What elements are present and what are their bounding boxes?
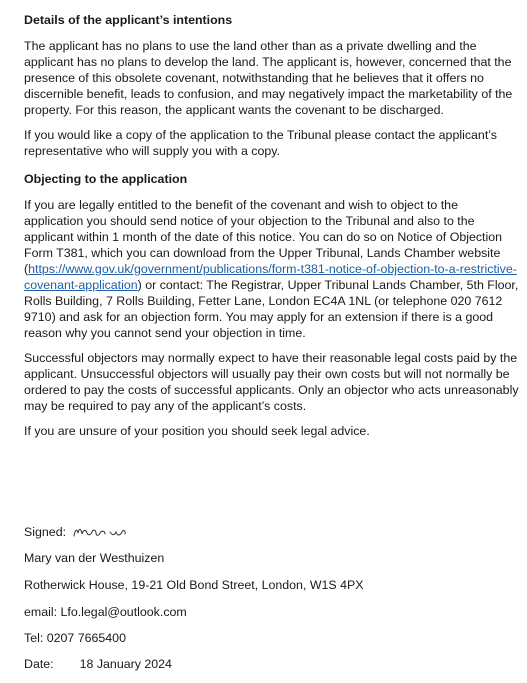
handwritten-signature bbox=[72, 524, 134, 540]
document-body bbox=[24, 12, 520, 439]
objection-text-start: If you are legally entitled to the benefit of the covenant and wish to object to the application you should send notice of your objection to the Tribunal and also to the applicant within 1 month of the date of this notice. You can do so on Notice of Objection Form T381, which you can download from the Upper Tribunal, Lands Chamber website ( bbox=[24, 198, 503, 276]
signed-line bbox=[24, 524, 134, 540]
signatory-address: Rotherwick House, 19-21 Old Bond Street, London, W1S 4PX bbox=[24, 578, 364, 592]
signed-label: Signed: bbox=[24, 525, 67, 539]
copy-request-paragraph: If you would like a copy of the application to the Tribunal please contact the applicant’s representative who will supply you with a copy. bbox=[24, 128, 497, 158]
signatory-name: Mary van der Westhuizen bbox=[24, 551, 165, 565]
objection-text-end: ) or contact: The Registrar, Upper Tribunal Lands Chamber, 5th Floor, Rolls Building, 7 Rolls Building, Fetter Lane, London EC4A 1NL (or telephone 020 7612 9710) and ask for an objection form. You may apply for an extension if there is a good reason why you cannot send your objection in time. bbox=[24, 278, 519, 340]
objecting-heading: Objecting to the application bbox=[24, 172, 188, 186]
date-line bbox=[24, 656, 172, 672]
applicant-intentions-heading: Details of the applicant’s intentions bbox=[24, 13, 233, 27]
costs-paragraph: Successful objectors may normally expect to have their reasonable legal costs paid by the applicant. Unsuccessful objectors will usually pay their own costs but will not normally be ordered to pay the costs of successful applicants. Only an objector who acts unreasonably may be required to pay any of the applicant’s costs. bbox=[24, 351, 519, 413]
form-t381-link[interactable]: https://www.gov.uk/government/publications/form-t381-notice-of-objection-to-a-restrictive-covenant-application bbox=[24, 262, 517, 292]
signatory-telephone: Tel: 0207 7665400 bbox=[24, 631, 126, 645]
legal-advice-paragraph: If you are unsure of your position you should seek legal advice. bbox=[24, 424, 370, 438]
intentions-paragraph: The applicant has no plans to use the land other than as a private dwelling and the applicant has no plans to develop the land. The applicant is, however, concerned that the presence of this obsolete covenant, notwithstanding that he believes that it offers no discernible benefit, leads to confusion, and may negatively impact the marketability of the property. For this reason, the applicant wants the covenant to be discharged. bbox=[24, 39, 513, 117]
signatory-email: email: Lfo.legal@outlook.com bbox=[24, 605, 187, 619]
date-label: Date: bbox=[24, 657, 54, 671]
date-value: 18 January 2024 bbox=[79, 657, 172, 671]
objection-instructions-paragraph bbox=[24, 197, 520, 341]
